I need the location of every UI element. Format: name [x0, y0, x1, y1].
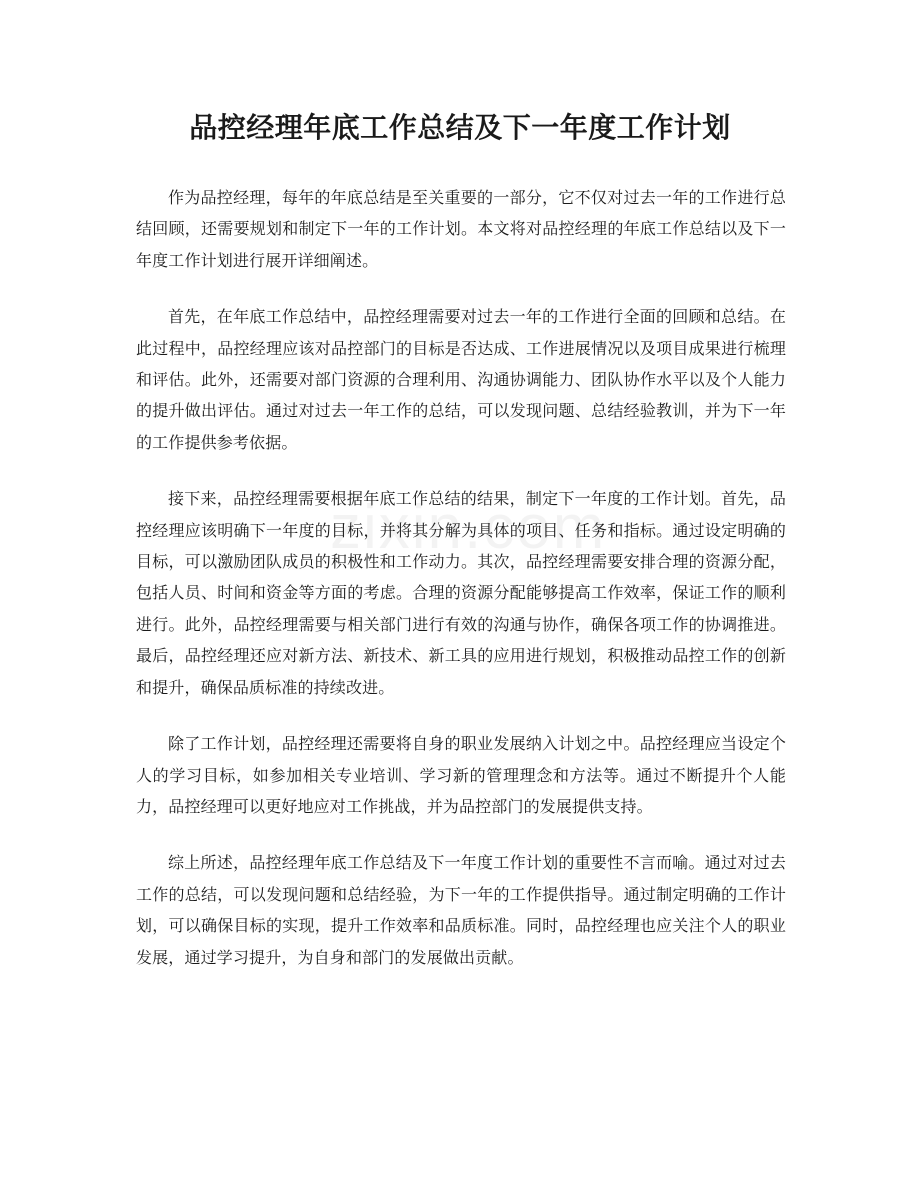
- document-body: [136, 182, 786, 998]
- document-title: 品控经理年底工作总结及下一年度工作计划: [189, 111, 731, 144]
- paragraph-year-end-summary: 首先，在年底工作总结中，品控经理需要对过去一年的工作进行全面的回顾和总结。在此过程中，品控经理应该对品控部门的目标是否达成、工作进展情况以及项目成果进行梳理和评估。此外，还需要对部门资源的合理利用、沟通协调能力、团队协作水平以及个人能力的提升做出评估。通过对过去一年工作的总结，可以发现问题、总结经验教训，并为下一年的工作提供参考依据。: [136, 307, 786, 452]
- paragraph-career-development: 除了工作计划，品控经理还需要将自身的职业发展纳入计划之中。品控经理应当设定个人的学习目标，如参加相关专业培训、学习新的管理理念和方法等。通过不断提升个人能力，品控经理可以更好地应对工作挑战，并为品控部门的发展提供支持。: [136, 734, 786, 816]
- paragraph-intro: 作为品控经理，每年的年底总结是至关重要的一部分，它不仅对过去一年的工作进行总结回顾，还需要规划和制定下一年的工作计划。本文将对品控经理的年底工作总结以及下一年度工作计划进行展开详细阐述。: [136, 188, 786, 270]
- paragraph-next-year-plan: 接下来，品控经理需要根据年底工作总结的结果，制定下一年度的工作计划。首先，品控经理应该明确下一年度的目标，并将其分解为具体的项目、任务和指标。通过设定明确的目标，可以激励团队成员的积极性和工作动力。其次，品控经理需要安排合理的资源分配，包括人员、时间和资金等方面的考虑。合理的资源分配能够提高工作效率，保证工作的顺利进行。此外，品控经理需要与相关部门进行有效的沟通与协作，确保各项工作的协调推进。最后，品控经理还应对新方法、新技术、新工具的应用进行规划，积极推动品控工作的创新和提升，确保品质标准的持续改进。: [136, 489, 786, 697]
- paragraph-conclusion: 综上所述，品控经理年底工作总结及下一年度工作计划的重要性不言而喻。通过对过去工作的总结，可以发现问题和总结经验，为下一年的工作提供指导。通过制定明确的工作计划，可以确保目标的实现，提升工作效率和品质标准。同时，品控经理也应关注个人的职业发展，通过学习提升，为自身和部门的发展做出贡献。: [136, 853, 786, 967]
